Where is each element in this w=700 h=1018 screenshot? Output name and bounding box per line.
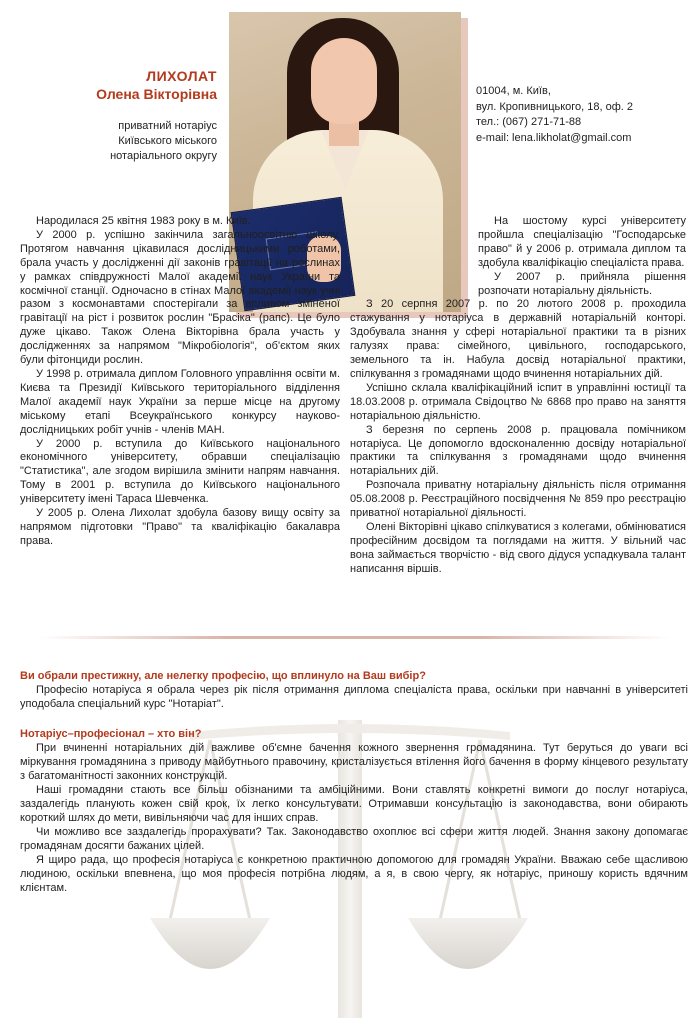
bio-paragraph: Успішно склала кваліфікаційний іспит в управлінні юстиції та 18.03.2008 р. отримала Свідоцтво № 6868 про право на заняття нотаріальною діяльністю.	[350, 381, 686, 422]
role-line: Київського міського	[118, 135, 217, 147]
interview-question: Нотаріус–професіонал – хто він?	[20, 728, 202, 740]
section-divider	[40, 636, 670, 639]
bio-paragraph: З 20 серпня 2007 р. по 20 лютого 2008 р. проходила стажування у нотаріуса в державній нотаріальній конторі. Здобувала знання у сфері нотаріальної практики та в різних галузях права: сімейного, цивільного, господарського, земельного та ін. Набула досвід нотаріальної практики, спілкування з громадянами щодо вчинення нотаріальних дій.	[350, 298, 686, 380]
bio-right-column	[350, 215, 686, 577]
bio-paragraph: Народилася 25 квітня 1983 року в м. Київ.	[36, 215, 251, 227]
role-line: нотаріального округу	[110, 150, 217, 162]
bio-paragraph: У 2000 р. успішно закінчила загальноосвітню школу. Протягом навчання цікавилася дослідницькими роботами, брала участь у дослідженні дії законів гравітації на рослинах у рамках співдружності Малої академії наук України та космічної станції. Одночасно в стінах Малої академії наук учні разом з космонавтами спостерігали за впливом зміненої гравітації на ріст і розвиток рослин "Брасіка" (рапс). Це було дуже цікаво. Також Олена Вікторівна брала участь у дослідженнях за напрямом "Мікробіологія", об'єктом яких були фітонциди рослин.	[20, 228, 340, 367]
bio-paragraph: У 2005 р. Олена Лихолат здобула базову вищу освіту за напрямом підготовки "Право" та кваліфікацію бакалавра права.	[20, 507, 340, 547]
role-line: приватний нотаріус	[118, 120, 217, 132]
bio-right-top	[478, 215, 686, 298]
interview-answer: Професію нотаріуса я обрала через рік після отримання диплома спеціаліста права, оскільки при навчанні в університеті уподобала спеціальний курс "Нотаріат".	[20, 684, 688, 710]
email-line[interactable]: e-mail: lena.likholat@gmail.com	[476, 131, 632, 144]
street-line: вул. Кропивницького, 18, оф. 2	[476, 100, 634, 113]
interview-answer: При вчиненні нотаріальних дій важливе об'ємне бачення кожного звернення громадянина. Тут беруться до уваги всі міркування громадянина з приводу майбутнього правочину, кристалізується втілення його бачення в форму кінцевого результату з багатоманітності законних конструкцій.	[20, 742, 688, 782]
address-line: 01004, м. Київ,	[476, 85, 551, 97]
phone-line: тел.: (067) 271-71-88	[476, 116, 582, 128]
bio-left-column	[20, 215, 340, 549]
surname: ЛИХОЛАТ	[146, 68, 217, 84]
interview-answer: Я щиро рада, що професія нотаріуса є конкретною практичною допомогою для громадян України. Вважаю себе щасливою людиною, оскільки впевнена, що моя професія потрібна людям, а я, в свою чергу, як нотаріус, приношу користь вдячним клієнтам.	[20, 854, 688, 894]
role-block	[110, 119, 217, 164]
portrait-face	[311, 38, 377, 124]
bio-paragraph: У 2000 р. вступила до Київського національного економічного університету, обравши спеціалізацію "Статистика", але згодом вирішила змінити напрям навчання. Тому в 2001 р. вступила до Київського національного університету імені Тараса Шевченка.	[20, 437, 340, 506]
contact-block	[476, 84, 633, 146]
bio-paragraph: У 2007 р. прийняла рішення розпочати нотаріальну діяльність.	[478, 270, 686, 297]
given-names: Олена Вікторівна	[96, 86, 217, 102]
bio-paragraph: У 1998 р. отримала диплом Головного управління освіти м. Києва та Президії Київського територіального відділення Малої академії наук України за перше місце на другому міському етапі Всеукраїнського конкурсу науково-дослідницьких робіт учнів - членів МАН.	[20, 367, 340, 436]
interview-answer: Наші громадяни стають все більш обізнаними та амбіційними. Вони ставлять конкретні вимоги до послуг нотаріуса, заздалегідь планують кожен свій крок, їх легко консультувати. Отримавши консультацію із законодавства, вони обирають короткий шлях до мети, вивільняючи час для інших справ.	[20, 784, 688, 824]
bio-paragraph: Розпочала приватну нотаріальну діяльність після отримання 05.08.2008 р. Реєстраційного посвідчення № 859 про реєстрацію приватної нотаріальної діяльності.	[350, 479, 686, 520]
bio-paragraph: З березня по серпень 2008 р. працювала помічником нотаріуса. Це допомогло вдосконаленню досвіду нотаріальної практики та спілкування з громадянами щодо вчинення нотаріальних дій.	[350, 423, 686, 478]
bio-paragraph: Олені Вікторівні цікаво спілкуватися з колегами, обмінюватися професійним досвідом та поглядами на життя. У вільний час вона займається творчістю - від свого дідуся успадкувала талант написання віршів.	[350, 520, 686, 575]
qa-section-1	[20, 669, 688, 711]
interview-question: Ви обрали престижну, але нелегку професію, що вплинуло на Ваш вибір?	[20, 670, 426, 682]
bio-paragraph: На шостому курсі університету пройшла спеціалізацію "Господарське право" й у 2006 р. отримала диплом та здобула кваліфікацію спеціаліста права.	[478, 215, 686, 269]
qa-section-2	[20, 727, 688, 895]
interview-answer: Чи можливо все заздалегідь прорахувати? Так. Законодавство охоплює всі сфери життя людей. Знання закону допомагає громадянам досягти бажаних цілей.	[20, 826, 688, 852]
